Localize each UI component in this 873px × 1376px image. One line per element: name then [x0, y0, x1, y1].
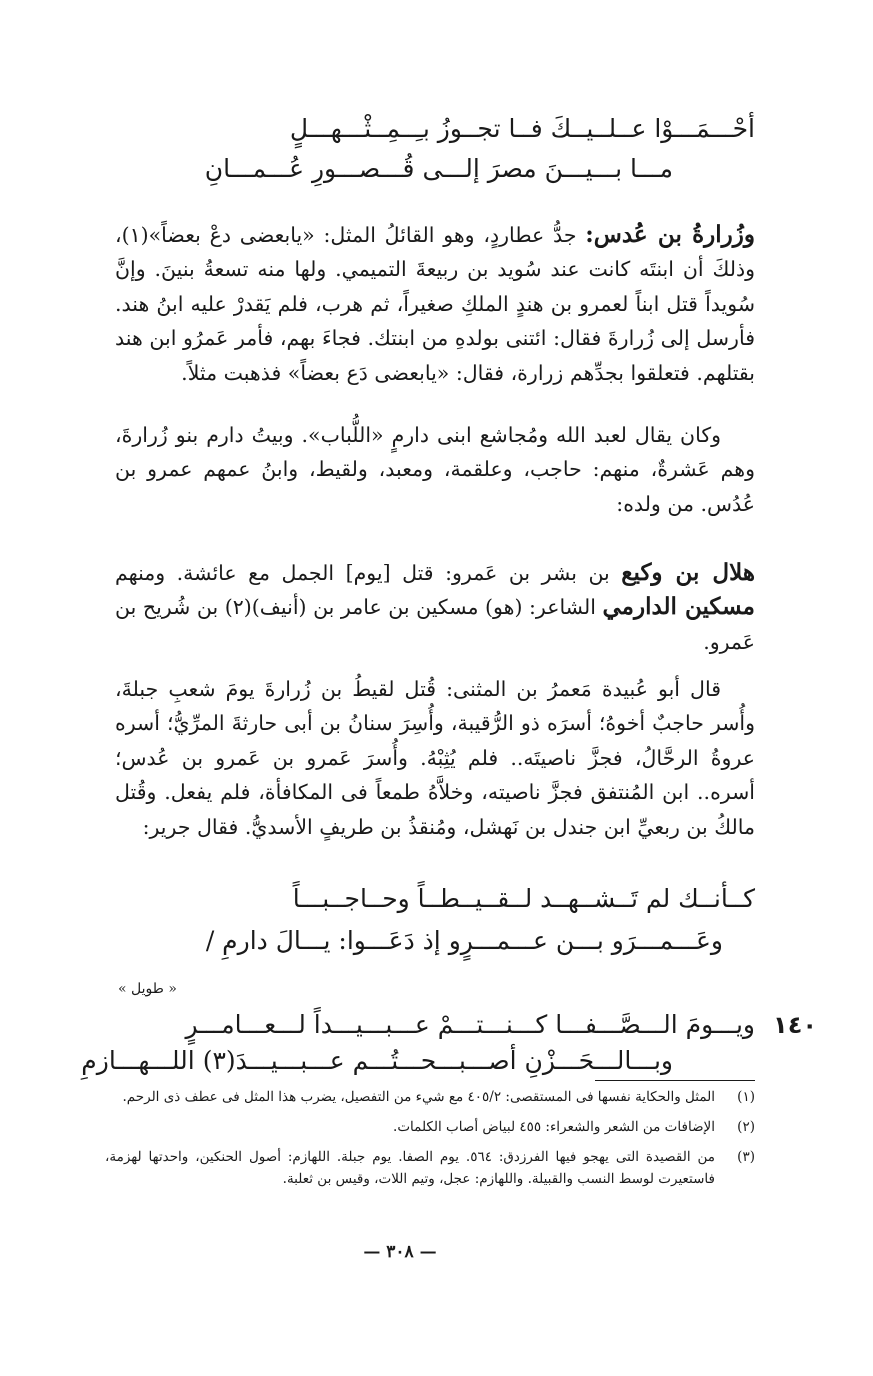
footnote: [105, 1146, 755, 1190]
footnote: [105, 1086, 755, 1108]
footnote: [105, 1116, 755, 1138]
paragraph-darim: [115, 418, 755, 521]
poem-1-hemistich-1: أحْـــمَـــوْا عــلــيــكَ فــا تجــوزُ بـِــمِــثْـــهـــلٍ: [289, 114, 755, 143]
entry-hilal-heading: هلال بن وكيع: [621, 559, 755, 586]
footnote-text: من القصيدة التى يهجو فيها الفرزدق: ٥٦٤. يوم الصفا. يوم جبلة. اللهازم: أصول الحنكين، واحدتها لهزمة، فاستعيرت لوسط النسب والقبيلة. واللهازم: عجل، وتيم اللات، وقيس بن ثعلبة.: [105, 1149, 715, 1187]
footnote-text: المثل والحكاية نفسها فى المستقصى: ٤٠٥/٢ مع شيء من التفصيل، يضرب هذا المثل فى عطف ذى الرحم.: [122, 1089, 715, 1105]
entry-miskin-heading: مسكين الدارمي: [602, 593, 755, 621]
poem-2-hemistich-2: وعَـــمـــرَو بـــن عـــمـــرٍو إذ دَعَـــوا: يـــالَ دارمِ /: [205, 926, 723, 955]
entry-hilal-text-1: بن بشر بن عَمرو: قتل [يوم] الجمل مع عائشة. ومنهم: [115, 561, 610, 585]
poem-3-hemistich-1: ويـــومَ الـــصَّـــفـــا كـــنـــتـــمْ عـــبـــيـــداً لـــعـــامـــرٍ: [185, 1010, 755, 1039]
footnote-text: الإضافات من الشعر والشعراء: ٤٥٥ لبياض أصاب الكلمات.: [393, 1119, 715, 1135]
meter-label: « طويل »: [118, 981, 177, 997]
entry-hilal-text-2: الشاعر: (هو) مسكين بن عامر بن (أنيف)(٢) بن شُريح بن عَمرو.: [115, 595, 755, 654]
entry-hilal: [115, 556, 755, 659]
paragraph-darim-text: وكان يقال لعبد الله ومُجاشع ابنى دارمٍ «اللُّباب». وبيتُ دارم بنو زُرارةَ، وهم عَشرةٌ، منهم: حاجب، وعلقمة، ومعبد، ولقيط، وابنُ عمهم عمرو بن عُدُس. من ولده:: [115, 423, 755, 516]
poem-2-hemistich-1: كــأنــك لم تَــشــهــد لــقــيــطــاً وحــاجــبـــاً: [292, 884, 755, 913]
poem-1-hemistich-2: مـــا بـــيـــنَ مصرَ إلـــى قُـــصـــورِ عُـــمـــانِ: [204, 154, 673, 183]
entry-zurara-text: جدُّ عطاردٍ، وهو القائلُ المثل: «يابعضى دعْ بعضاً»(١)، وذلكَ أن ابنتَه كانت عند سُويد بن ربيعةَ التميمي. ولها منه تسعةُ بنينَ. وإنَّ سُويداً قتل ابناً لعمرو بن هندٍ الملكِ صغيراً، ثم هرب، فلم يَقدرْ عليه ابنُ هند. فأرسل إلى زُرارةَ فقال: ائتنى بولدهِ من ابنتك. فجاءَ بهم، فأمر عَمرُو ابن هند بقتلهم. فتعلقوا بجدِّهم زرارة، فقال: «يابعضى دَع بعضاً» فذهبت مثلاً.: [115, 223, 755, 385]
paragraph-abu-ubayda-text: قال أبو عُبيدة مَعمرُ بن المثنى: قُتل لقيطُ بن زُرارةَ يومَ شعبِ جبلةَ، وأُسر حاجبٌ أخوهُ؛ أسرَه ذو الرُّقيبة، وأُسِرَ سنانُ بن أبى حارثةَ المرِّيُّ؛ أسره عروةُ الرحَّالُ، فجزَّ ناصيتَه.. فلم يُثِبْهُ. وأُسرَ عَمرو بن عَمرو بن عُدس؛ أسره.. ابن المُنتفق فجزَّ ناصيته، وخلاَّهُ طمعاً فى المكافأة، فلم يفعل. وقُتل مالكُ بن ربعيِّ ابن جندل بن نَهشل، ومُنقذُ بن طريفٍ الأسديُّ. فقال جرير:: [115, 677, 755, 839]
footnote-mark: (١): [737, 1089, 755, 1105]
poem-3-hemistich-2: وبـــالـــحَـــزْنِ أصـــبـــحـــتُـــم عـــبـــيـــدَ(٣) اللـــهـــازمِ: [81, 1046, 673, 1075]
entry-zurara: [115, 218, 755, 390]
entry-zurara-heading: وزُرارةُ بن عُدس:: [585, 221, 755, 248]
footnote-mark: (٢): [737, 1119, 755, 1135]
footnote-separator: [595, 1080, 755, 1081]
footnotes: [105, 1086, 755, 1190]
page-number: — ٣٠٨ —: [363, 1242, 437, 1262]
footnote-mark: (٣): [737, 1149, 755, 1165]
verse-number: ١٤٠: [773, 1011, 817, 1039]
paragraph-abu-ubayda: [115, 672, 755, 844]
